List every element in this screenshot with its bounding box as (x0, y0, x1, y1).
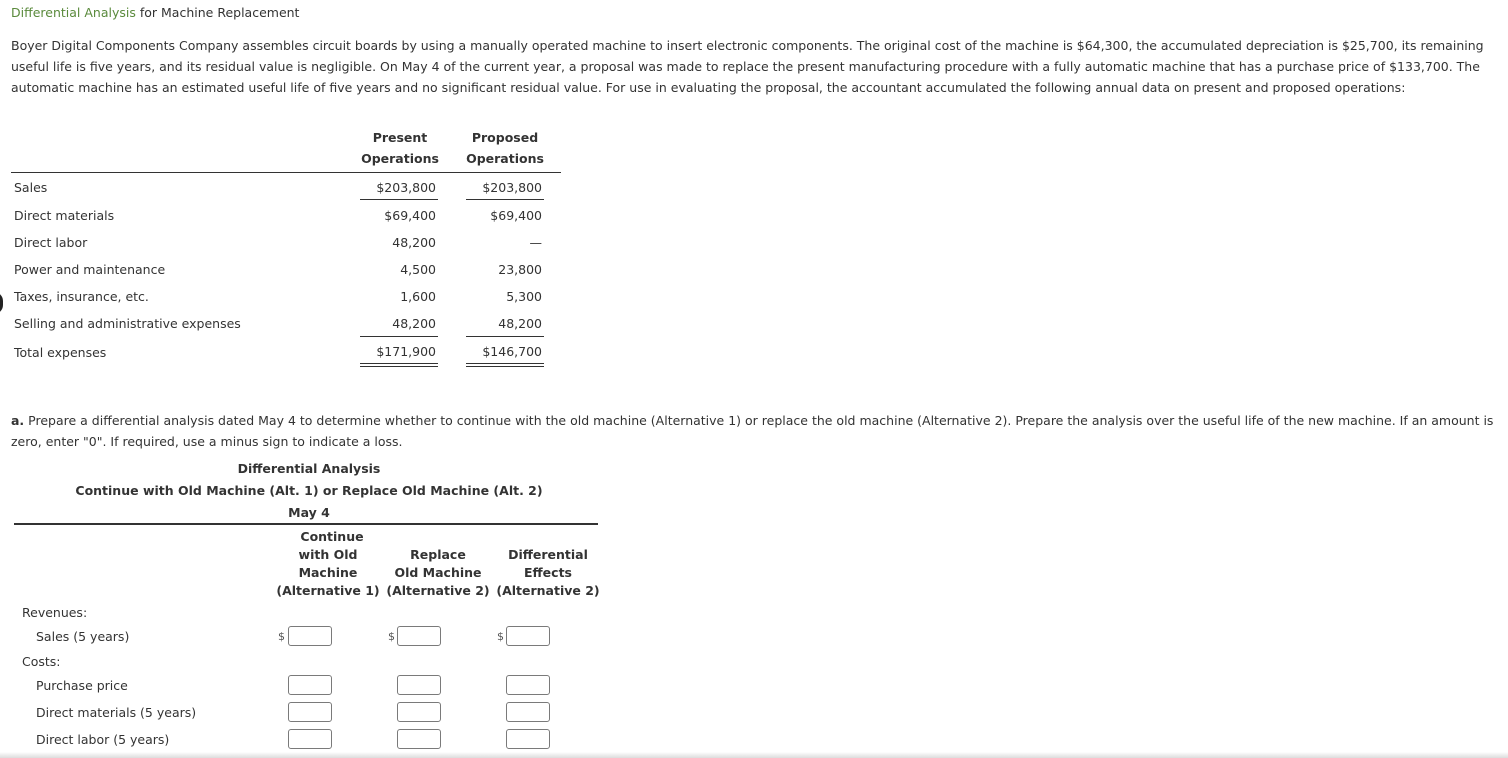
instruction-prefix: a. (11, 413, 25, 428)
analysis-heading: Differential Analysis (237, 461, 381, 476)
ops-proposed-value: 23,800 (498, 262, 542, 277)
currency-symbol: $ (278, 630, 285, 643)
purchase-diff-input[interactable] (506, 675, 550, 695)
rule (466, 336, 544, 337)
problem-description: Boyer Digital Components Company assembles circuit boards by using a manually operated machine to insert electronic components. The original cost of the machine is $64,300, the accumulated depreciation is $25,700, its remaining useful life is five years, and its residual value is negligible. On May 4 of the current year, a proposal was made to replace the present manufacturing procedure with a fully automatic machine that has a purchase price of $133,700. The automatic machine has an estimated useful life of five years and no significant residual value. For use in evaluating the proposal, the accountant accumulated the following annual data on present and proposed operations: (11, 38, 1484, 95)
cost-row-label: Purchase price (36, 678, 128, 693)
col3-header-line2: Effects (524, 565, 572, 580)
ops-row-label: Selling and administrative expenses (14, 316, 241, 331)
ops-present-value: 48,200 (392, 235, 436, 250)
ops-present-value: $69,400 (384, 208, 436, 223)
page-title (11, 5, 299, 20)
labor-diff-input[interactable] (506, 729, 550, 749)
title-link[interactable]: Differential Analysis (11, 5, 136, 20)
labor-alt1-input[interactable] (288, 729, 332, 749)
proposed-header-line1: Proposed (471, 130, 539, 145)
rule (466, 199, 544, 200)
sales-alt2-input[interactable] (397, 626, 441, 646)
instruction-text: Prepare a differential analysis dated May 4 to determine whether to continue with the old machine (Alternative 1) or replace the old machine (Alternative 2). Prepare the analysis over the useful life of the new machine. If an amount is zero, enter "0". If required, use a minus sign to indicate a loss. (11, 413, 1494, 449)
ops-present-value: $203,800 (376, 180, 436, 195)
double-rule (360, 366, 438, 367)
ops-row-label: Power and maintenance (14, 262, 166, 277)
revenues-label: Revenues: (22, 605, 88, 620)
costs-label: Costs: (22, 654, 61, 669)
sales-label: Sales (5 years) (36, 629, 130, 644)
purchase-alt1-input[interactable] (288, 675, 332, 695)
double-rule (466, 366, 544, 367)
ops-proposed-value: $203,800 (482, 180, 542, 195)
present-header-line2: Operations (361, 151, 439, 166)
analysis-subheading: Continue with Old Machine (Alt. 1) or Replace Old Machine (Alt. 2) (75, 483, 543, 498)
materials-alt1-input[interactable] (288, 702, 332, 722)
ops-present-value: $171,900 (376, 344, 436, 359)
ops-row-label: Direct labor (14, 235, 88, 250)
ops-present-value: 48,200 (392, 316, 436, 331)
col1-header-line3: Machine (298, 565, 358, 580)
ops-header-rule (11, 172, 561, 173)
ops-proposed-value: 48,200 (498, 316, 542, 331)
cost-row-label: Direct materials (5 years) (36, 705, 197, 720)
ops-proposed-value: 5,300 (506, 289, 542, 304)
ops-proposed-value: $146,700 (482, 344, 542, 359)
col1-header-line1: Continue (300, 529, 364, 544)
materials-alt2-input[interactable] (397, 702, 441, 722)
ops-present-value: 4,500 (400, 262, 436, 277)
col1-header-line4: (Alternative 1) (276, 583, 380, 598)
currency-symbol: $ (388, 630, 395, 643)
scroll-marker (0, 292, 3, 314)
labor-alt2-input[interactable] (397, 729, 441, 749)
present-header-line1: Present (372, 130, 428, 145)
currency-symbol: $ (497, 630, 504, 643)
rule (360, 199, 438, 200)
viewport-bottom-edge (0, 752, 1508, 758)
col2-header-line3: (Alternative 2) (386, 583, 490, 598)
purchase-alt2-input[interactable] (397, 675, 441, 695)
double-rule (466, 363, 544, 364)
proposed-header-line2: Operations (466, 151, 544, 166)
ops-row-label: Taxes, insurance, etc. (14, 289, 149, 304)
rule (360, 336, 438, 337)
materials-diff-input[interactable] (506, 702, 550, 722)
ops-present-value: 1,600 (400, 289, 436, 304)
col1-header-line2: with Old (298, 547, 358, 562)
analysis-date: May 4 (288, 505, 330, 520)
sales-diff-input[interactable] (506, 626, 550, 646)
ops-proposed-value: $69,400 (490, 208, 542, 223)
ops-row-label: Sales (14, 180, 48, 195)
analysis-rule (14, 523, 598, 525)
col3-header-line1: Differential (508, 547, 588, 562)
ops-row-label: Total expenses (14, 345, 107, 360)
col2-header-line1: Replace (410, 547, 466, 562)
double-rule (360, 363, 438, 364)
sales-alt1-input[interactable] (288, 626, 332, 646)
instruction (11, 410, 1505, 452)
title-rest: for Machine Replacement (139, 5, 300, 20)
ops-row-label: Direct materials (14, 208, 115, 223)
cost-row-label: Direct labor (5 years) (36, 732, 170, 747)
col3-header-line3: (Alternative 2) (496, 583, 600, 598)
ops-proposed-value: — (529, 235, 542, 250)
col2-header-line2: Old Machine (394, 565, 482, 580)
